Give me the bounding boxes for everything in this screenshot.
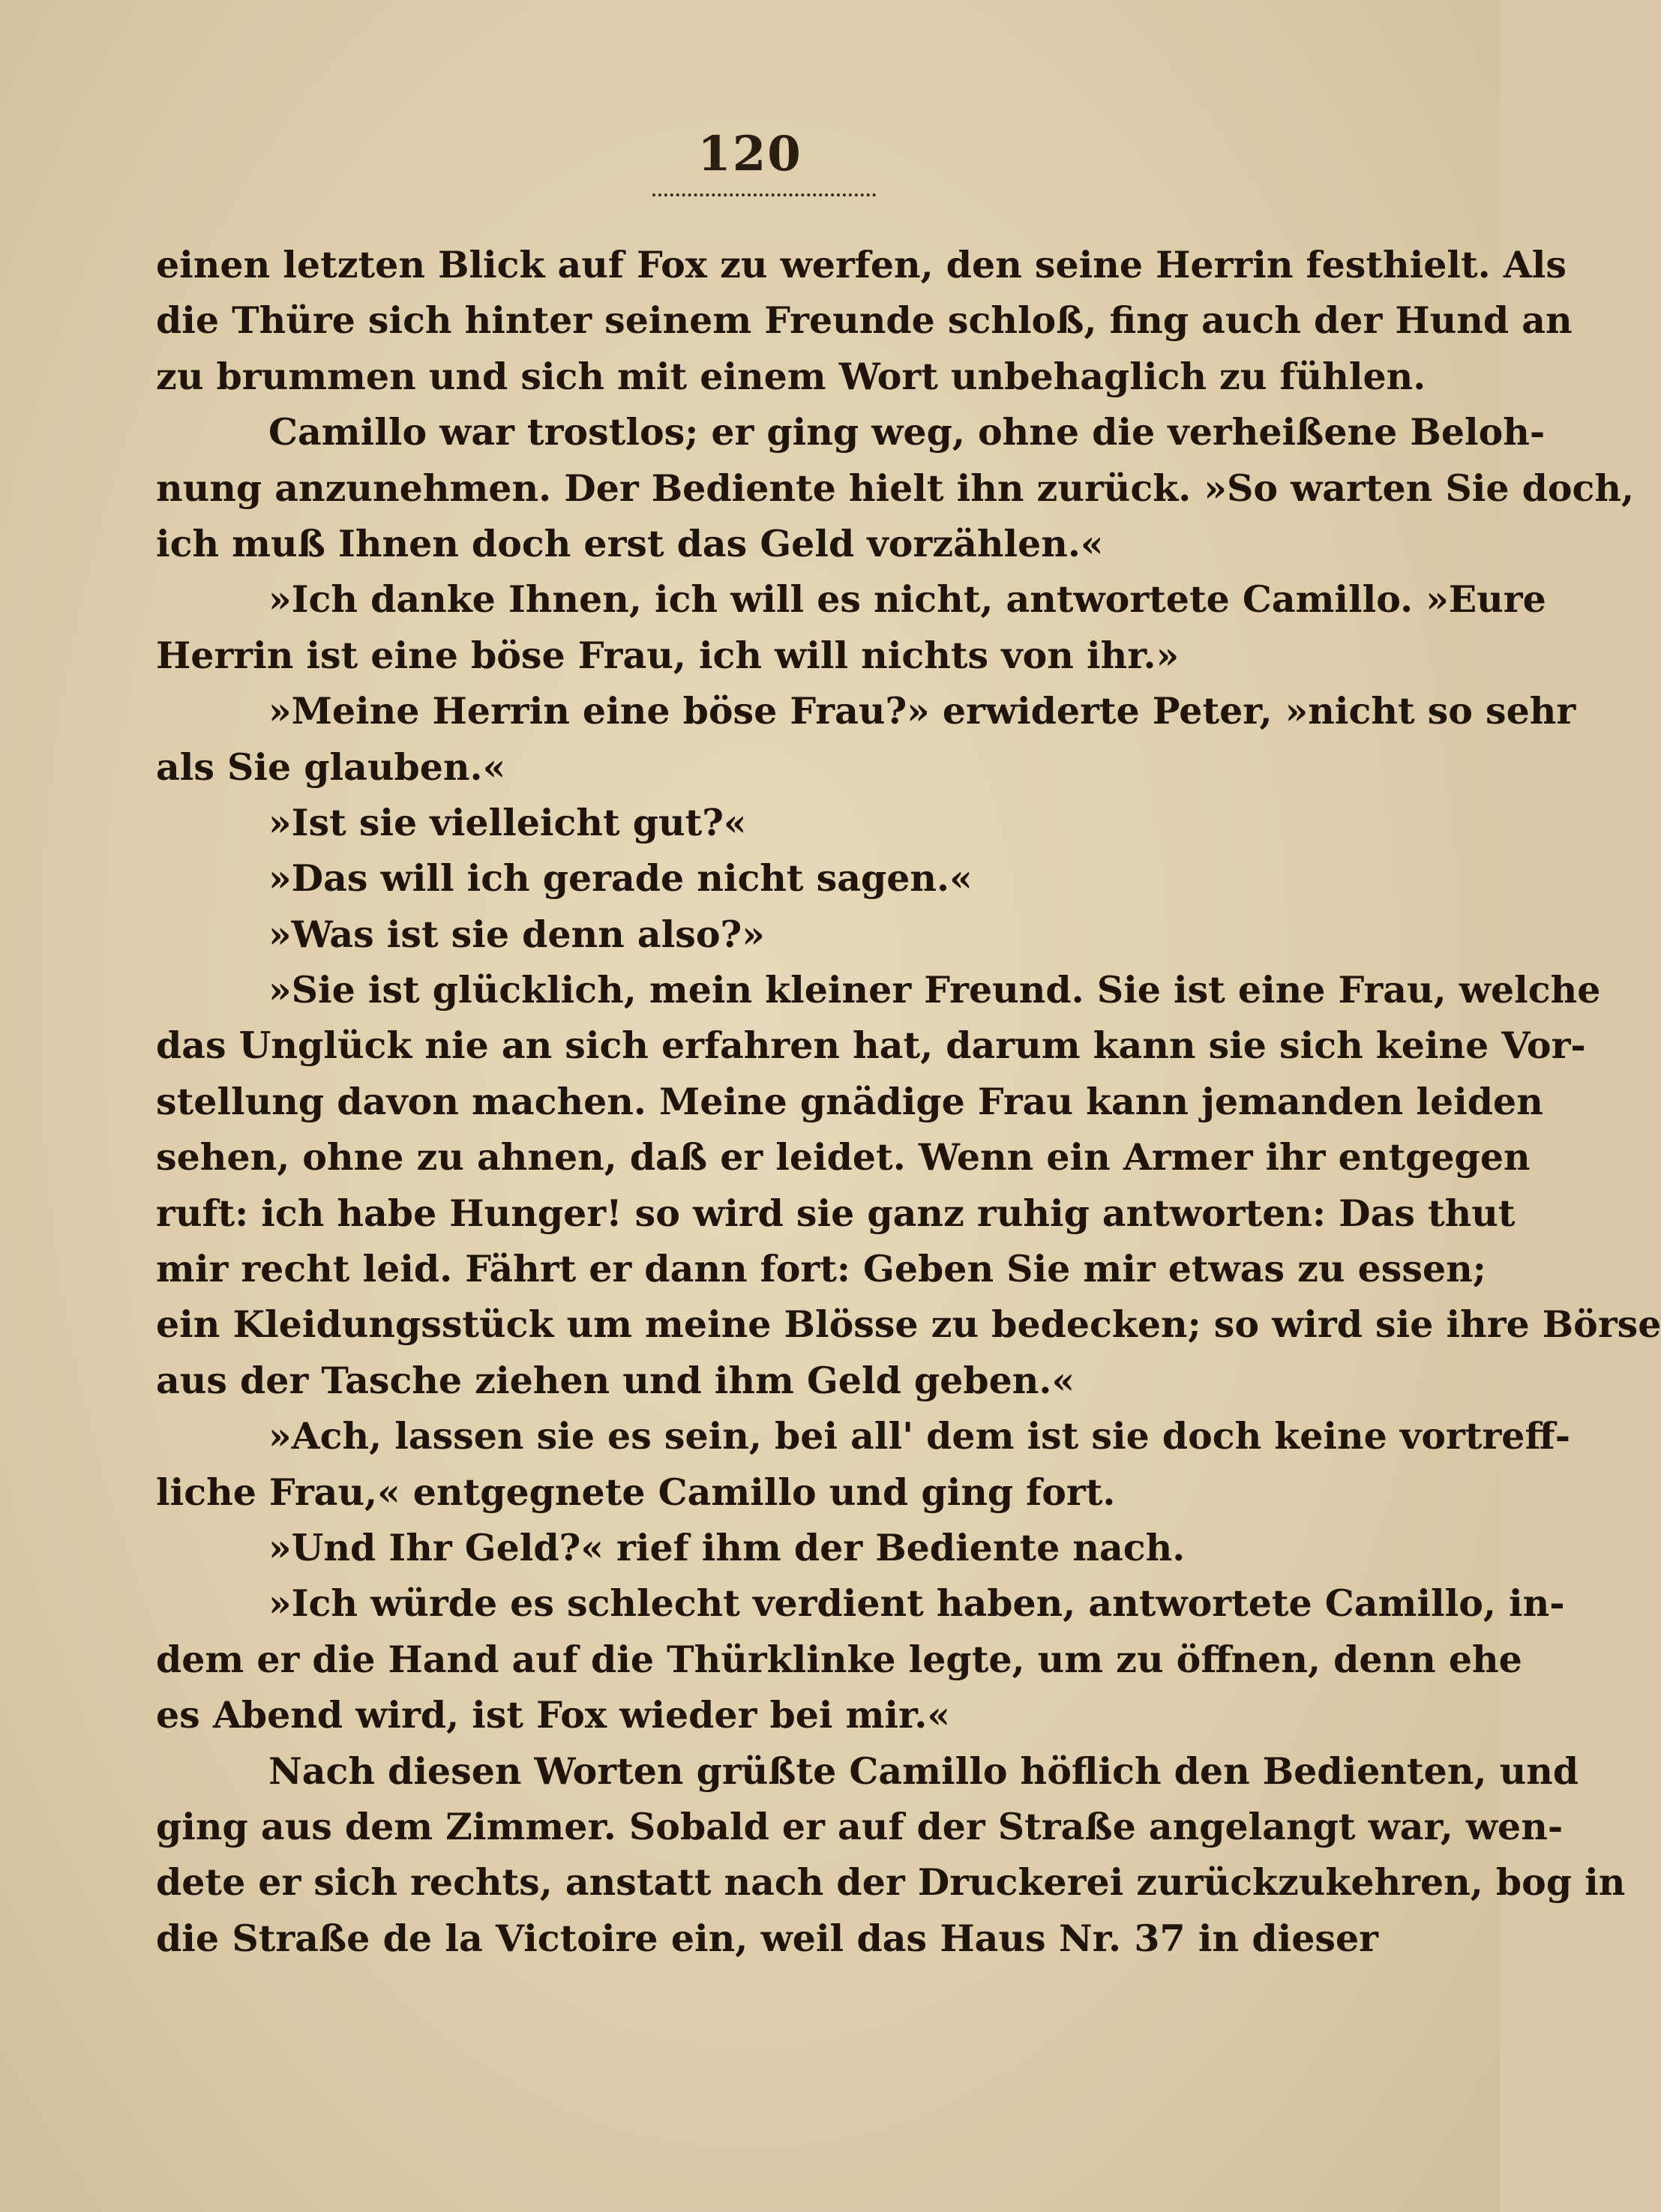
text-line: das Unglück nie an sich erfahren hat, darum kann sie sich keine Vor- — [156, 1024, 1586, 1068]
text-line: es Abend wird, ist Fox wieder bei mir.« — [156, 1693, 951, 1737]
text-line: dete er sich rechts, anstatt nach der Druckerei zurückzukehren, bog in — [156, 1860, 1626, 1905]
text-line: Camillo war trostlos; er ging weg, ohne die verheißene Beloh- — [268, 410, 1546, 454]
text-line: »Was ist sie denn also?» — [268, 912, 765, 956]
text-line: nung anzunehmen. Der Bediente hielt ihn zurück. »So warten Sie doch, — [156, 466, 1635, 510]
header-dotted-rule — [652, 193, 876, 196]
text-line: »Ich würde es schlecht verdient haben, antwortete Camillo, in- — [268, 1581, 1565, 1626]
text-line: einen letzten Blick auf Fox zu werfen, den seine Herrin festhielt. Als — [156, 243, 1567, 286]
text-line: liche Frau,« entgegnete Camillo und ging fort. — [156, 1470, 1116, 1514]
text-line: ging aus dem Zimmer. Sobald er auf der Straße angelangt war, wen- — [156, 1804, 1564, 1848]
text-line: »Ach, lassen sie es sein, bei all' dem ist sie doch keine vortreff- — [268, 1414, 1571, 1458]
text-line: »Sie ist glücklich, mein kleiner Freund. Sie ist eine Frau, welche — [268, 968, 1601, 1012]
text-line: ein Kleidungsstück um meine Blösse zu bedecken; so wird sie ihre Börse — [156, 1302, 1661, 1347]
text-line: als Sie glauben.« — [156, 745, 506, 789]
text-line: aus der Tasche ziehen und ihm Geld geben.« — [156, 1358, 1075, 1402]
text-line: stellung davon machen. Meine gnädige Frau kann jemanden leiden — [156, 1079, 1543, 1123]
text-line: die Thüre sich hinter seinem Freunde schloß, fing auch der Hund an — [156, 298, 1573, 343]
text-line: Nach diesen Worten grüßte Camillo höflich den Bedienten, und — [268, 1749, 1579, 1793]
text-line: »Das will ich gerade nicht sagen.« — [268, 856, 973, 901]
text-line: dem er die Hand auf die Thürklinke legte, um zu öffnen, denn ehe — [156, 1637, 1522, 1681]
text-line: ich muß Ihnen doch erst das Geld vorzählen.« — [156, 521, 1104, 565]
text-line: »Ist sie vielleicht gut?« — [268, 800, 747, 844]
text-line: »Meine Herrin eine böse Frau?» erwiderte Peter, »nicht so sehr — [268, 689, 1576, 733]
text-line: die Straße de la Victoire ein, weil das Haus Nr. 37 in dieser — [156, 1916, 1378, 1960]
text-line: »Und Ihr Geld?« rief ihm der Bediente nach. — [268, 1525, 1186, 1569]
body-text — [156, 237, 1661, 1966]
text-line: mir recht leid. Fährt er dann fort: Geben Sie mir etwas zu essen; — [156, 1247, 1486, 1291]
text-line: Herrin ist eine böse Frau, ich will nichts von ihr.» — [156, 633, 1180, 677]
text-line: ruft: ich habe Hunger! so wird sie ganz ruhig antworten: Das thut — [156, 1191, 1516, 1235]
text-line: zu brummen und sich mit einem Wort unbehaglich zu fühlen. — [156, 354, 1426, 398]
text-line: »Ich danke Ihnen, ich will es nicht, antwortete Camillo. »Eure — [268, 577, 1546, 622]
text-line: sehen, ohne zu ahnen, daß er leidet. Wenn ein Armer ihr entgegen — [156, 1135, 1531, 1179]
page-number: 120 — [697, 126, 802, 182]
